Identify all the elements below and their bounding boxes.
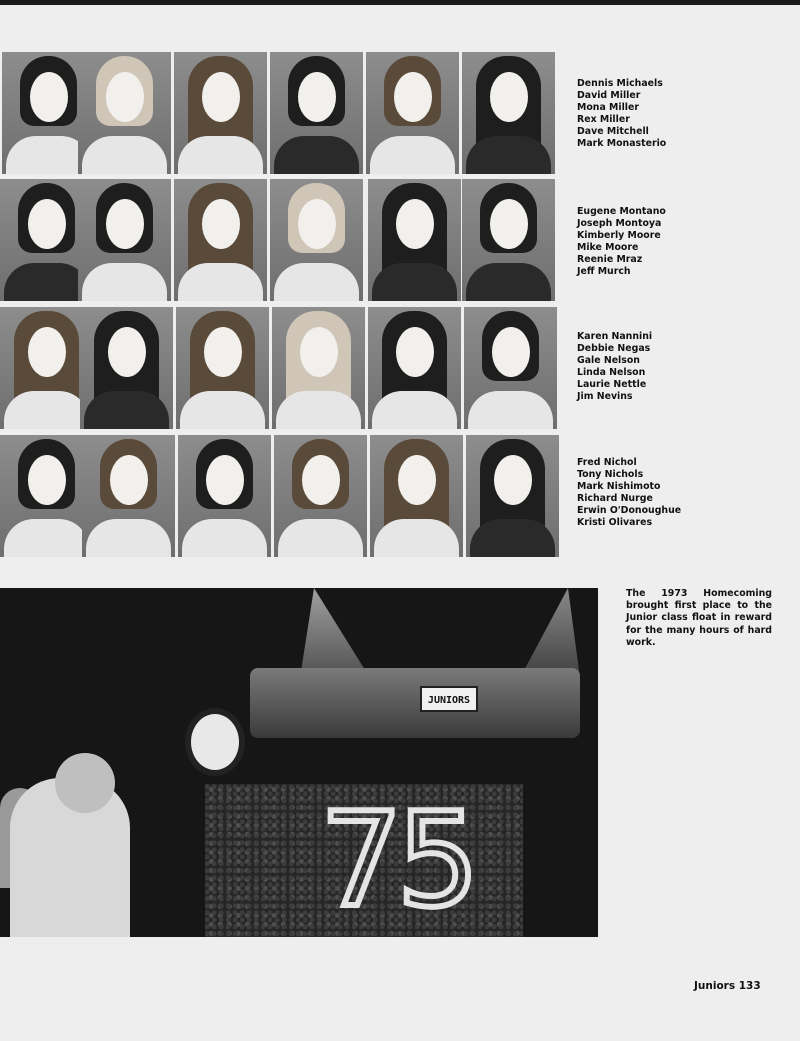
name-list-row-4 [577, 457, 681, 529]
student-name: Dave Mitchell [577, 126, 649, 137]
student-name: Fred Nichol [577, 457, 637, 468]
portrait [370, 435, 463, 557]
portrait [178, 435, 271, 557]
photo-caption: The 1973 Homecoming brought first place to the Junior class float in reward for the many hours of hard work. [626, 588, 772, 648]
portrait [270, 179, 363, 301]
student-name: Mark Monasterio [577, 138, 667, 149]
portrait [0, 435, 93, 557]
car-fin-right [520, 588, 580, 678]
student-name: Dennis Michaels [577, 78, 663, 89]
name-list-row-3 [577, 331, 652, 403]
student-name: Joseph Montoya [577, 218, 662, 229]
portrait [274, 435, 367, 557]
student-name: Mark Nishimoto [577, 481, 661, 492]
portrait [462, 52, 555, 174]
portrait [80, 307, 173, 429]
portrait [368, 179, 461, 301]
student-name: Kimberly Moore [577, 230, 661, 241]
portrait [270, 52, 363, 174]
student-name: Linda Nelson [577, 367, 646, 378]
student-name: Karen Nannini [577, 331, 653, 342]
student-name: Debbie Negas [577, 343, 651, 354]
student-name: Richard Nurge [577, 493, 653, 504]
license-plate: JUNIORS [420, 686, 478, 712]
student-name: Jim Nevins [577, 391, 633, 402]
homecoming-float-photo [0, 588, 598, 937]
portrait [78, 52, 171, 174]
student-name: Rex Miller [577, 114, 630, 125]
name-list-row-2 [577, 206, 666, 278]
portrait [82, 435, 175, 557]
portrait [466, 435, 559, 557]
top-border [0, 0, 800, 5]
student-name: Erwin O'Donoughue [577, 505, 682, 516]
portrait [272, 307, 365, 429]
portrait [464, 307, 557, 429]
student-name: Kristi Olivares [577, 517, 653, 528]
float-car-body [250, 668, 580, 738]
student-name: David Miller [577, 90, 641, 101]
student-name: Mona Miller [577, 102, 639, 113]
portrait [78, 179, 171, 301]
student-name: Tony Nichols [577, 469, 644, 480]
student-name: Reenie Mraz [577, 254, 643, 265]
portrait [462, 179, 555, 301]
student-name: Laurie Nettle [577, 379, 647, 390]
student-name: Eugene Montano [577, 206, 666, 217]
car-fin-left [300, 588, 370, 678]
portrait [174, 52, 267, 174]
portrait [176, 307, 269, 429]
spectator-head [55, 753, 115, 813]
name-list-row-1 [577, 78, 666, 150]
float-number: 75 [320, 784, 474, 936]
portrait [368, 307, 461, 429]
float-car-wheel [185, 708, 245, 776]
page-folio: Juniors 133 [694, 980, 761, 992]
portrait [174, 179, 267, 301]
student-name: Jeff Murch [577, 266, 631, 277]
student-name: Gale Nelson [577, 355, 640, 366]
student-name: Mike Moore [577, 242, 639, 253]
portrait [366, 52, 459, 174]
